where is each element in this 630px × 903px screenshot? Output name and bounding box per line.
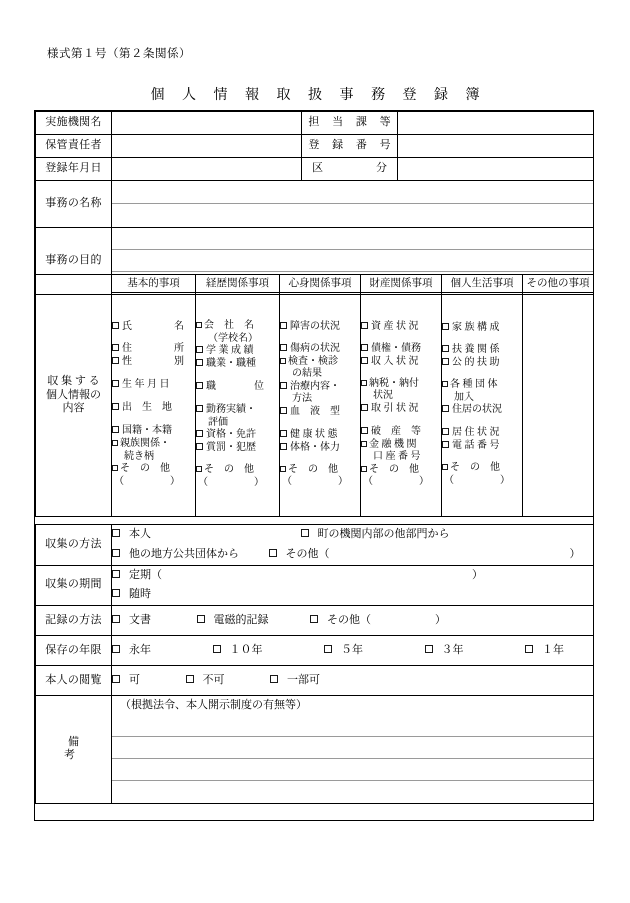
checkbox-icon[interactable]: [442, 428, 449, 435]
checkbox-icon[interactable]: [186, 675, 194, 683]
checkbox-icon[interactable]: [196, 346, 203, 353]
checkbox-icon[interactable]: [112, 357, 119, 364]
write-line[interactable]: [112, 204, 593, 227]
checkbox-item[interactable]: [196, 381, 279, 394]
value-remarks: [112, 696, 594, 804]
item-sublabel: 方法: [292, 393, 312, 404]
item-paren[interactable]: （ ）: [282, 476, 348, 487]
item-sublabel: 口 座 番 号: [373, 451, 421, 462]
table-row-record-method: [36, 606, 594, 636]
item-label: 傷病の状況: [290, 342, 340, 354]
checkbox-item-occasional[interactable]: [112, 588, 151, 602]
item-label: 血 液 型: [290, 405, 340, 417]
item-label: 親族関係・: [120, 438, 170, 449]
item-label: そ の 他: [369, 463, 419, 475]
item-label: 検査・検診: [288, 355, 338, 367]
item-paren[interactable]: （ ）: [444, 474, 510, 486]
checkbox-icon[interactable]: [425, 645, 433, 653]
item-label: 債権・債務: [371, 342, 421, 354]
checkbox-icon[interactable]: [112, 403, 119, 410]
checkbox-icon[interactable]: [112, 529, 120, 537]
checkbox-icon[interactable]: [196, 466, 202, 472]
item-close: ）: [472, 568, 483, 581]
item-label: 家 族 構 成: [452, 322, 500, 333]
checkbox-item[interactable]: [361, 343, 441, 356]
checkbox-item[interactable]: [280, 406, 360, 419]
table-row-collection-period: [36, 565, 594, 606]
label-task-name: 事務の名称: [36, 181, 112, 228]
checkbox-icon[interactable]: [442, 323, 449, 330]
checkbox-icon[interactable]: [280, 407, 287, 414]
matrix-header-physical: 心身関係事項: [280, 275, 361, 293]
checkbox-item[interactable]: [280, 343, 360, 356]
checkbox-icon[interactable]: [112, 344, 119, 351]
item-label: 居 住 状 況: [452, 427, 500, 438]
checkbox-item[interactable]: [280, 321, 360, 334]
checkbox-icon[interactable]: [525, 645, 533, 653]
checkbox-item[interactable]: [361, 439, 441, 464]
label-collection-method: 収集の方法: [36, 525, 112, 566]
item-label: ５年: [341, 643, 363, 656]
checkbox-icon[interactable]: [196, 359, 203, 366]
matrix-header-row: [36, 275, 594, 293]
checkbox-icon[interactable]: [442, 358, 449, 365]
item-sublabel: 加入: [454, 391, 474, 403]
checkbox-item[interactable]: [196, 404, 279, 429]
checkbox-item-electromagnetic[interactable]: [197, 614, 269, 628]
checkbox-item-other[interactable]: [269, 548, 581, 562]
write-line[interactable]: [112, 250, 593, 272]
checkbox-icon[interactable]: [196, 430, 203, 437]
checkbox-item-other[interactable]: [196, 464, 279, 489]
item-paren[interactable]: （ ）: [114, 475, 180, 487]
item-label: 障害の状況: [290, 320, 340, 332]
item-label: 可: [129, 673, 140, 686]
table-row-retention-period: [36, 636, 594, 666]
value-retention-period: [112, 636, 594, 666]
checkbox-item[interactable]: [196, 442, 279, 455]
checkbox-icon[interactable]: [196, 382, 203, 389]
checkbox-icon[interactable]: [112, 675, 120, 683]
label-registration-number: 登 録 番 号: [302, 135, 398, 158]
matrix-header-basic: 基本的事項: [112, 275, 196, 293]
item-label: 電 話 番 号: [452, 440, 500, 451]
value-agency-name[interactable]: [112, 112, 302, 135]
checkbox-item-other[interactable]: [280, 464, 360, 489]
item-label: 出 生 地: [122, 402, 172, 413]
value-self-inspection: [112, 666, 594, 696]
checkbox-item[interactable]: [442, 404, 522, 417]
checkbox-item-other[interactable]: [361, 464, 441, 489]
label-task-purpose: 事務の目的: [36, 228, 112, 295]
label-retention-period: 保存の年限: [36, 636, 112, 666]
item-sublabel: 状況: [373, 390, 393, 401]
checkbox-item[interactable]: [442, 357, 522, 370]
value-custodian[interactable]: [112, 135, 302, 158]
item-label: 会 社 名: [204, 320, 254, 331]
checkbox-item[interactable]: [196, 358, 279, 371]
item-label: 本人: [129, 528, 151, 540]
checkbox-item-3-years[interactable]: [425, 644, 464, 658]
checkbox-icon[interactable]: [280, 466, 286, 472]
checkbox-icon[interactable]: [112, 440, 118, 446]
checkbox-icon[interactable]: [442, 381, 448, 387]
label-line-3: 内容: [62, 402, 85, 415]
item-label: そ の 他: [450, 462, 500, 473]
lower-rows-table: [35, 524, 594, 804]
checkbox-icon[interactable]: [361, 357, 368, 364]
checkbox-item[interactable]: [112, 321, 195, 334]
checkbox-item[interactable]: [280, 429, 360, 442]
value-registration-date[interactable]: [112, 158, 302, 181]
write-line[interactable]: [112, 228, 593, 250]
item-label: １年: [542, 643, 564, 656]
checkbox-item[interactable]: [112, 343, 195, 356]
checkbox-icon[interactable]: [280, 443, 287, 450]
checkbox-icon[interactable]: [324, 645, 332, 653]
item-label: そ の 他: [288, 463, 338, 475]
label-record-method: 記録の方法: [36, 606, 112, 636]
checkbox-item[interactable]: [196, 345, 279, 358]
item-label: 生 年 月 日: [122, 379, 170, 390]
checkbox-item-permanent[interactable]: [112, 644, 151, 658]
table-row-agency: [36, 112, 594, 135]
write-line[interactable]: [112, 737, 593, 759]
checkbox-item[interactable]: [361, 426, 441, 439]
item-label: そ の 他: [204, 464, 254, 475]
item-label: そ の 他: [120, 463, 170, 474]
item-label: 治療内容・: [290, 380, 340, 392]
value-category[interactable]: [398, 158, 594, 181]
checkbox-item-partially-allowed[interactable]: [270, 674, 320, 688]
item-label: その他（: [327, 613, 371, 626]
checkbox-icon[interactable]: [112, 322, 119, 329]
item-label: 町の機関内部の他部門から: [317, 528, 450, 540]
checkbox-icon[interactable]: [361, 441, 367, 447]
table-row-collection-method: [36, 525, 594, 566]
item-label: 扶 養 関 係: [452, 344, 500, 355]
checkbox-icon[interactable]: [196, 405, 203, 412]
item-label: 賞罰・犯歴: [206, 442, 256, 453]
item-label: 健 康 状 態: [290, 428, 338, 440]
table-row-task-name: [36, 181, 594, 228]
checkbox-icon[interactable]: [112, 615, 120, 623]
checkbox-item[interactable]: [196, 320, 279, 345]
checkbox-item[interactable]: [361, 378, 441, 403]
checkbox-icon[interactable]: [196, 322, 202, 328]
checkbox-item[interactable]: [280, 356, 360, 381]
item-label: 一部可: [287, 673, 320, 686]
label-line-1: 収 集 す る: [47, 374, 100, 387]
write-line[interactable]: [112, 181, 593, 204]
item-label: 住 所: [122, 343, 184, 354]
item-label: 体格・体力: [290, 441, 340, 453]
label-registration-date: 登録年月日: [36, 158, 112, 181]
matrix-header-career: 経歴関係事項: [196, 275, 280, 293]
checkbox-item[interactable]: [112, 379, 195, 392]
checkbox-item-document[interactable]: [112, 614, 151, 628]
checkbox-icon[interactable]: [361, 380, 367, 386]
write-line[interactable]: [112, 781, 593, 803]
checkbox-icon[interactable]: [269, 549, 277, 557]
checkbox-icon[interactable]: [442, 345, 449, 352]
matrix-column-career: [196, 293, 280, 517]
item-label: 収 入 状 況: [371, 355, 419, 367]
label-custodian: 保管責任者: [36, 135, 112, 158]
item-label: 取 引 状 況: [371, 402, 419, 414]
checkbox-item[interactable]: [442, 322, 522, 335]
checkbox-icon[interactable]: [361, 344, 368, 351]
item-label: 国籍・本籍: [122, 425, 172, 436]
item-label: 各 種 団 体: [450, 379, 498, 390]
checkbox-icon[interactable]: [112, 380, 119, 387]
checkbox-item[interactable]: [112, 438, 195, 463]
table-row-registration-date: [36, 158, 594, 181]
checkbox-item[interactable]: [280, 381, 360, 406]
checkbox-icon[interactable]: [197, 615, 205, 623]
page-title: 個 人 情 報 取 扱 事 務 登 録 簿: [150, 88, 487, 103]
item-label: 職 位: [206, 381, 264, 392]
checkbox-line: [112, 641, 593, 661]
value-department[interactable]: [398, 112, 594, 135]
checkbox-line: [112, 525, 593, 545]
checkbox-line: [112, 566, 593, 586]
item-label: 納税・納付: [369, 377, 419, 389]
matrix-header-property: 財産関係事項: [361, 275, 442, 293]
registry-form-table: [35, 111, 594, 295]
item-label: 永年: [129, 643, 151, 656]
item-label: 電磁的記録: [213, 613, 269, 626]
matrix-header-personal-life: 個人生活事項: [442, 275, 523, 293]
checkbox-icon[interactable]: [196, 443, 203, 450]
checkbox-item[interactable]: [280, 442, 360, 455]
table-row-custodian: [36, 135, 594, 158]
write-line[interactable]: [112, 759, 593, 781]
item-label: 破 産 等: [371, 425, 421, 437]
checkbox-item-10-years[interactable]: [213, 644, 263, 658]
checkbox-item-other-public-body[interactable]: [112, 548, 239, 562]
item-paren[interactable]: （ ）: [198, 476, 264, 488]
value-task-name[interactable]: [112, 181, 594, 228]
item-label: 不可: [202, 673, 225, 686]
matrix-column-basic: [112, 293, 196, 517]
matrix-column-personal-life: [442, 293, 523, 517]
item-label: 勤務実績・: [206, 404, 256, 415]
checkbox-item[interactable]: [361, 356, 441, 369]
checkbox-line: [112, 611, 593, 631]
label-agency-name: 実施機関名: [36, 112, 112, 135]
value-collection-method: [112, 525, 594, 566]
checkbox-item[interactable]: [112, 425, 195, 438]
checkbox-icon[interactable]: [280, 358, 286, 364]
checkbox-item[interactable]: [361, 321, 441, 334]
matrix-header-other: その他の事項: [523, 275, 594, 293]
form-number: 様式第１号（第２条関係）: [47, 48, 191, 60]
checkbox-item-other[interactable]: [442, 462, 522, 487]
checkbox-icon[interactable]: [442, 464, 448, 470]
checkbox-item[interactable]: [442, 440, 522, 453]
item-label: 職業・職種: [206, 358, 256, 369]
item-label: １０年: [229, 643, 263, 656]
label-category: 区 分: [302, 158, 398, 181]
item-label: 学 業 成 績: [206, 345, 254, 356]
checkbox-icon[interactable]: [112, 645, 120, 653]
item-label: 性 別: [122, 356, 184, 367]
item-close: ）: [435, 613, 446, 626]
checkbox-icon[interactable]: [280, 344, 287, 351]
checkbox-icon[interactable]: [310, 615, 318, 623]
checkbox-icon[interactable]: [280, 430, 287, 437]
table-row-self-inspection: [36, 666, 594, 696]
item-label: ３年: [441, 643, 464, 656]
item-label: 文書: [129, 613, 151, 626]
checkbox-icon[interactable]: [442, 441, 449, 448]
checkbox-icon[interactable]: [442, 405, 449, 412]
checkbox-icon[interactable]: [361, 427, 368, 434]
checkbox-item-not-allowed[interactable]: [186, 674, 225, 688]
checkbox-icon[interactable]: [301, 529, 309, 537]
matrix-column-physical: [280, 293, 361, 517]
checkbox-icon[interactable]: [280, 322, 287, 329]
label-line-2: 個人情報の: [46, 388, 101, 401]
item-close: ）: [569, 547, 581, 560]
item-sublabel: 続き柄: [124, 450, 154, 462]
checkbox-item-regular[interactable]: [112, 569, 483, 583]
checkbox-item-5-years[interactable]: [324, 644, 363, 658]
item-sublabel: （学校名）: [208, 332, 258, 344]
item-label: 随時: [129, 588, 151, 601]
checkbox-item[interactable]: [112, 356, 195, 369]
matrix-body-row: [36, 293, 594, 517]
item-label: 他の地方公共団体から: [129, 547, 239, 560]
checkbox-icon[interactable]: [112, 426, 119, 433]
checkbox-icon[interactable]: [361, 466, 367, 472]
item-sublabel: の結果: [292, 368, 322, 379]
label-collected-info: [36, 275, 112, 517]
item-label: 資 産 状 況: [371, 320, 419, 332]
write-line[interactable]: [112, 715, 593, 737]
collection-matrix-table: [35, 274, 594, 517]
checkbox-line: [112, 585, 593, 605]
checkbox-item[interactable]: [442, 427, 522, 440]
value-registration-number[interactable]: [398, 135, 594, 158]
item-label: 氏 名: [122, 321, 184, 332]
checkbox-line: [112, 671, 593, 691]
item-sublabel: 評価: [208, 416, 228, 428]
label-self-inspection: 本人の閲覧: [36, 666, 112, 696]
item-paren[interactable]: （ ）: [363, 476, 429, 487]
item-label: 定期（: [129, 568, 162, 581]
checkbox-item-internal-dept[interactable]: [301, 528, 450, 542]
checkbox-icon[interactable]: [280, 382, 287, 389]
checkbox-icon[interactable]: [270, 675, 278, 683]
item-label: 住居の状況: [452, 404, 502, 415]
checkbox-line: [112, 545, 593, 565]
value-record-method: [112, 606, 594, 636]
checkbox-item-allowed[interactable]: [112, 674, 140, 688]
checkbox-icon[interactable]: [213, 645, 221, 653]
matrix-column-other[interactable]: [523, 293, 594, 517]
checkbox-item[interactable]: [361, 403, 441, 416]
checkbox-item-self[interactable]: [112, 528, 151, 542]
checkbox-icon[interactable]: [112, 465, 118, 471]
checkbox-item[interactable]: [196, 429, 279, 442]
item-label: 公 的 扶 助: [452, 357, 500, 368]
label-department: 担 当 課 等: [302, 112, 398, 135]
label-collection-period: 収集の期間: [36, 565, 112, 606]
checkbox-icon[interactable]: [112, 549, 120, 557]
label-remarks: 備 考: [36, 696, 112, 804]
remarks-hint: （根拠法令、本人開示制度の有無等）: [120, 699, 307, 711]
item-label: 資格・免許: [206, 429, 256, 440]
checkbox-item-other[interactable]: [310, 614, 446, 628]
checkbox-item[interactable]: [112, 402, 195, 415]
matrix-column-property: [361, 293, 442, 517]
checkbox-icon[interactable]: [112, 570, 120, 578]
checkbox-item[interactable]: [442, 344, 522, 357]
checkbox-icon[interactable]: [361, 322, 368, 329]
checkbox-item-1-year[interactable]: [525, 644, 564, 658]
checkbox-icon[interactable]: [361, 404, 368, 411]
item-label: 金 融 機 関: [369, 438, 417, 450]
checkbox-item-other[interactable]: [112, 463, 195, 488]
item-label: その他（: [285, 547, 330, 560]
value-collection-period: [112, 565, 594, 606]
checkbox-icon[interactable]: [112, 589, 120, 597]
table-row-remarks: [36, 696, 594, 804]
checkbox-item[interactable]: [442, 379, 522, 404]
